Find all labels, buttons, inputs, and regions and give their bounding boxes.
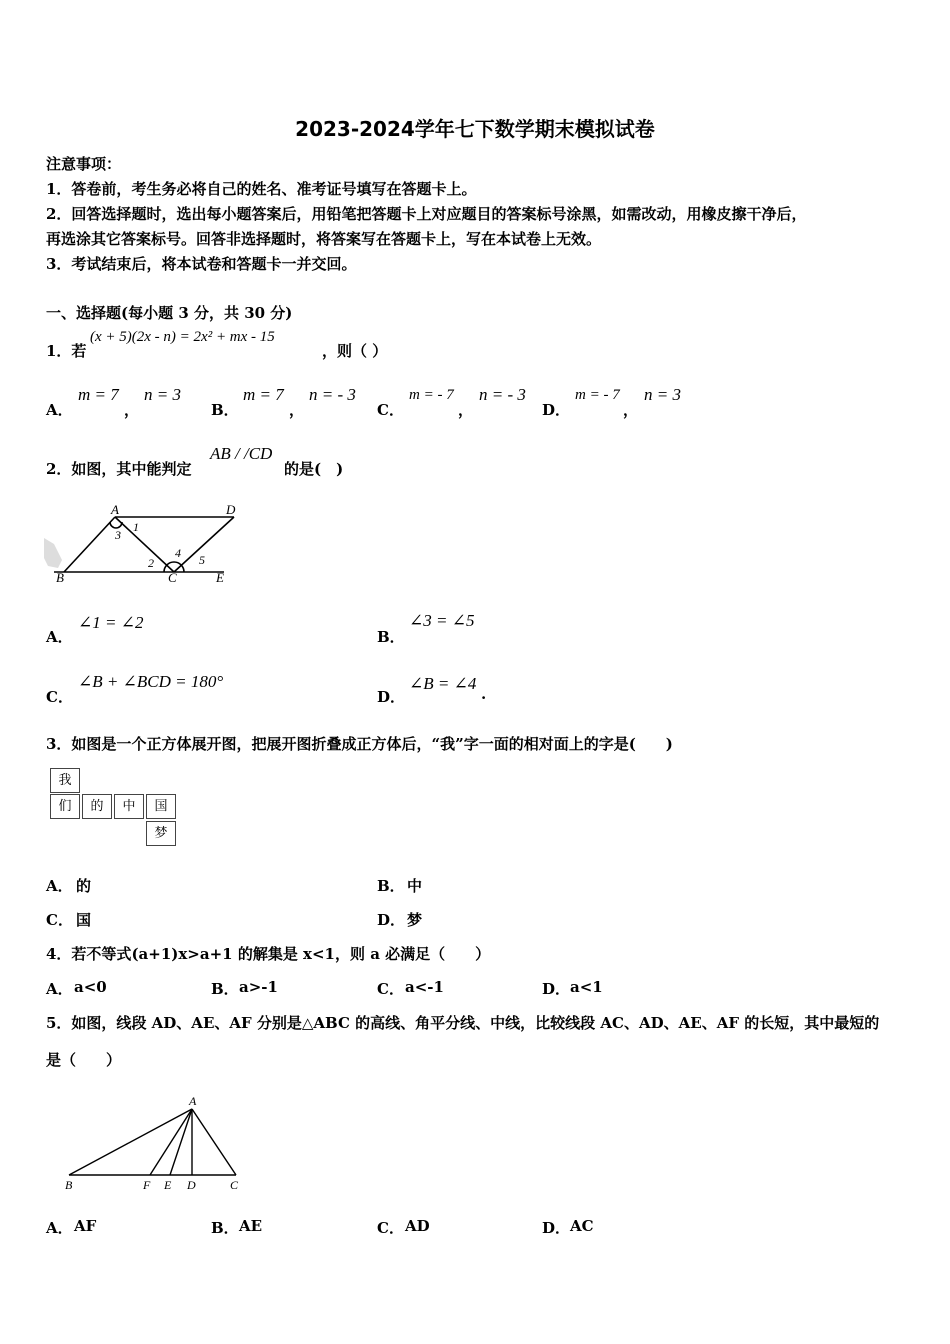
q5-text-line1: 5．如图，线段 AD、AE、AF 分别是△ABC 的高线、角平分线、中线，比较线段 AC、AD、AE、AF 的长短，其中最短的: [46, 1014, 880, 1032]
q1-option-c-n: n = - 3: [479, 385, 526, 404]
q3-cube-net: [50, 768, 180, 853]
q4-option-d-text: a<1: [570, 978, 603, 996]
q1-expression: (x + 5)(2x - n) = 2x² + mx - 15: [90, 329, 275, 345]
q5-option-b-text: AE: [239, 1217, 263, 1235]
q1-option-c-label: C．: [377, 401, 404, 419]
notice-item-3: 3．考试结束后，将本试卷和答题卡一并交回。: [46, 255, 357, 273]
cube-face-de: 的: [82, 794, 112, 819]
q3-option-d-label: D．: [377, 911, 406, 929]
angle-label-4: 4: [175, 546, 181, 560]
angle-label-1: 1: [133, 520, 139, 534]
q1-option-a-comma: ，: [124, 401, 140, 419]
q2-option-b-label: B．: [377, 628, 405, 646]
q4-option-c-label: C．: [377, 980, 404, 998]
q3-option-c-label: C．: [46, 911, 73, 929]
q2-option-d-label: D．: [377, 688, 406, 706]
q1-option-d-n: n = 3: [644, 385, 681, 404]
line-af: [150, 1109, 192, 1175]
q4-option-a-text: a<0: [74, 978, 107, 996]
q1-option-b-label: B．: [211, 401, 239, 419]
line-ac: [192, 1109, 236, 1175]
q2-option-c-label: C．: [46, 688, 73, 706]
label-a: A: [111, 502, 119, 517]
label-f: F: [143, 1178, 151, 1192]
q2-option-a-expr: ∠1 = ∠2: [78, 613, 144, 632]
q3-option-a-label: A．: [46, 877, 73, 895]
q2-option-b-expr: ∠3 = ∠5: [409, 611, 475, 630]
notice-item-2: 2．回答选择题时，选出每小题答案后，用铅笔把答题卡上对应题目的答案标号涂黑，如需改动，用橡皮擦干净后，: [46, 205, 807, 223]
cube-face-zhong: 中: [114, 794, 144, 819]
page-title: 2023-2024学年七下数学期末模拟试卷: [295, 117, 655, 141]
line-ab: [64, 517, 115, 572]
q1-option-d-m: m = - 7: [575, 387, 620, 403]
q3-option-b-label: B．: [377, 877, 405, 895]
label-b: B: [56, 570, 64, 585]
q2-option-d-expr: ∠B = ∠4: [409, 674, 477, 693]
q4-option-d-label: D．: [542, 980, 571, 998]
q2-prefix: 2．如图，其中能判定: [46, 460, 192, 478]
q2-suffix: 的是( ): [284, 460, 344, 478]
angle-label-2: 2: [148, 556, 154, 570]
q4-text: 4．若不等式(a+1)x>a+1 的解集是 x<1，则 a 必满足（ ）: [46, 945, 491, 963]
angle-label-5: 5: [199, 553, 205, 567]
q1-option-b-m: m = 7: [243, 385, 284, 404]
q1-option-d-comma: ，: [623, 401, 639, 419]
q2-option-a-label: A．: [46, 628, 73, 646]
q2-option-c-expr: ∠B + ∠BCD = 180°: [78, 672, 224, 691]
label-a: A: [189, 1094, 197, 1108]
q5-option-a-label: A．: [46, 1219, 73, 1237]
cube-face-men: 们: [50, 794, 80, 819]
q4-option-b-label: B．: [211, 980, 239, 998]
label-c: C: [168, 570, 177, 585]
cube-face-guo: 国: [146, 794, 176, 819]
q1-prefix: 1．若: [46, 342, 87, 360]
q5-option-b-label: B．: [211, 1219, 239, 1237]
notice-heading: 注意事项：: [46, 155, 122, 173]
q4-option-a-label: A．: [46, 980, 73, 998]
label-d: D: [187, 1178, 196, 1192]
q4-option-c-text: a<-1: [405, 978, 444, 996]
q1-option-d-label: D．: [542, 401, 571, 419]
label-d: D: [226, 502, 236, 517]
q5-option-c-text: AD: [405, 1217, 430, 1235]
q1-option-c-m: m = - 7: [409, 387, 454, 403]
q2-option-d-period: .: [481, 685, 487, 703]
q3-option-d-text: 梦: [407, 911, 423, 929]
q3-option-a-text: 的: [76, 877, 92, 895]
q1-option-c-comma: ，: [458, 401, 474, 419]
q1-option-a-label: A．: [46, 401, 73, 419]
scan-smudge: [44, 538, 62, 568]
q4-option-b-text: a>-1: [239, 978, 278, 996]
q3-option-b-text: 中: [407, 877, 423, 895]
q5-option-d-text: AC: [570, 1217, 594, 1235]
q2-expression: AB / /CD: [210, 444, 273, 463]
angle-label-3: 3: [115, 528, 121, 542]
q3-text: 3．如图是一个正方体展开图，把展开图折叠成正方体后，“我”字一面的相对面上的字是( ): [46, 735, 673, 753]
section-heading: 一、选择题(每小题 3 分，共 30 分): [46, 304, 293, 322]
label-e: E: [216, 570, 224, 585]
q3-option-c-text: 国: [76, 911, 92, 929]
label-c: C: [230, 1178, 239, 1192]
q5-figure: [56, 1092, 256, 1197]
q1-option-b-comma: ，: [289, 401, 305, 419]
q5-option-d-label: D．: [542, 1219, 571, 1237]
q1-option-a-n: n = 3: [144, 385, 181, 404]
notice-item-1: 1．答卷前，考生务必将自己的姓名、准考证号填写在答题卡上。: [46, 180, 477, 198]
label-e: E: [164, 1178, 172, 1192]
notice-item-2-cont: 再选涂其它答案标号。回答非选择题时，将答案写在答题卡上，写在本试卷上无效。: [46, 230, 602, 248]
q1-option-b-n: n = - 3: [309, 385, 356, 404]
q2-figure: [44, 498, 244, 588]
q1-suffix: ，则（ ）: [322, 342, 388, 360]
cube-face-wo: 我: [50, 768, 80, 793]
q1-option-a-m: m = 7: [78, 385, 119, 404]
cube-face-meng: 梦: [146, 821, 176, 846]
label-b: B: [65, 1178, 73, 1192]
q5-option-c-label: C．: [377, 1219, 404, 1237]
line-ac: [115, 517, 174, 572]
q5-text-line2: 是（ ）: [46, 1051, 122, 1069]
q5-option-a-text: AF: [74, 1217, 97, 1235]
